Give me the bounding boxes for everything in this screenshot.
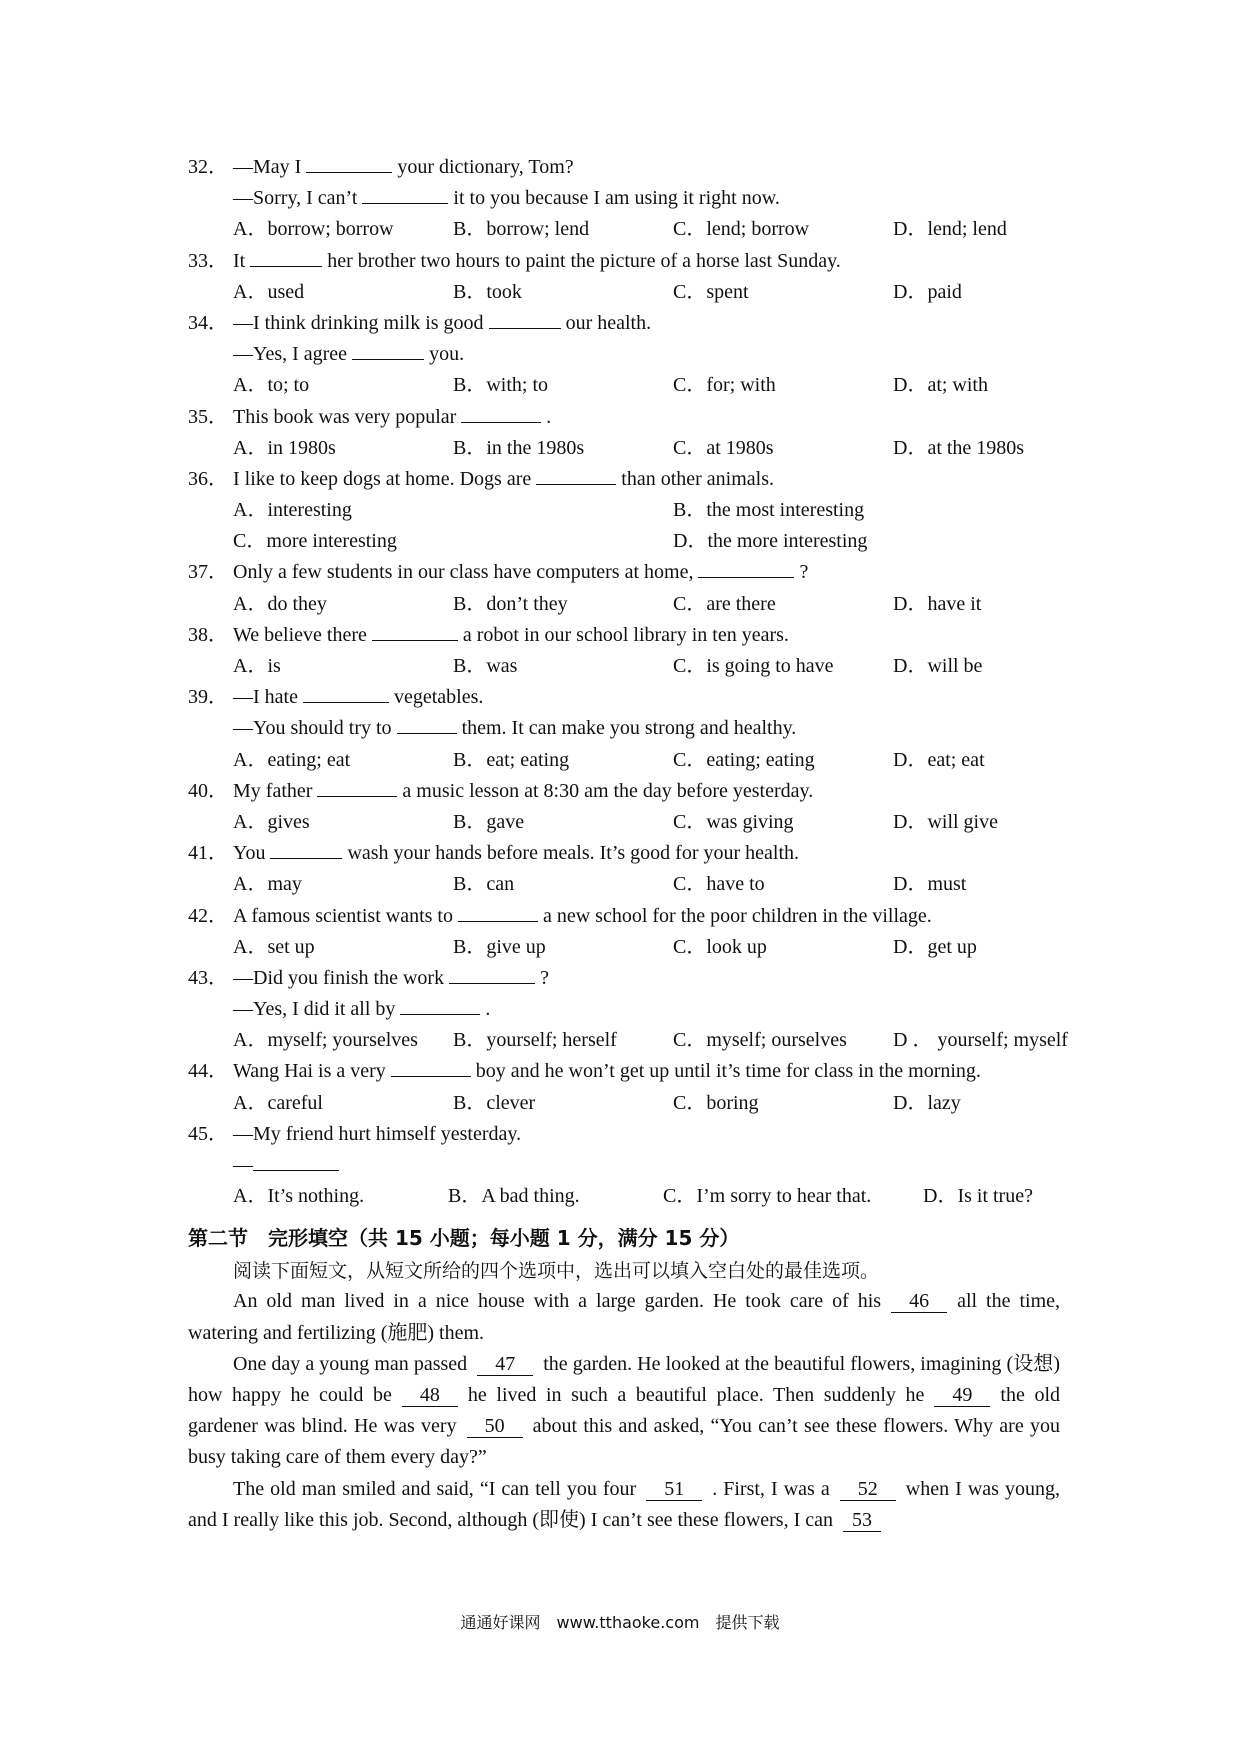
option-a: A．set up [233, 935, 315, 958]
answer-blank [489, 308, 561, 329]
option-b: B．yourself; herself [453, 1029, 617, 1052]
cloze-paragraph-3: The old man smiled and said, “I can tell you four 51 . First, I was a 52 when I was young, and I really like this job. Second, although (即使) I can’t see these flowers, I can 53 [188, 1477, 1060, 1531]
question-40: 40． My father a music lesson at 8:30 am the day before yesterday. A．gives B．gave C．was giving D．will give [188, 776, 1060, 838]
option-d: D．lend; lend [893, 218, 1007, 241]
cloze-paragraph-2: One day a young man passed 47 the garden. He looked at the beautiful flowers, imagining (设想) how happy he could be 48 he lived in such a beautiful place. Then suddenly he 49 the old gardener was blind. He was very 50 about this and asked, “You can’t see these flowers. Why are you busy taking care of them every day?” [188, 1352, 1060, 1469]
question-number: 39． [188, 686, 228, 709]
answer-blank [698, 557, 794, 578]
option-a: A．is [233, 655, 281, 677]
question-38: 38． We believe there a robot in our school library in ten years. A．is B．was C．is going to have D．will be [188, 620, 1060, 682]
options [188, 807, 1060, 838]
answer-blank [449, 963, 535, 984]
options [188, 869, 1060, 900]
cloze-blank-48: 48 [402, 1384, 458, 1407]
options [188, 214, 1060, 245]
option-d: D．at the 1980s [893, 436, 1025, 459]
option-d: D ． yourself; myself [893, 1029, 1068, 1052]
question-number: 40． [188, 779, 228, 802]
option-b: B．eat; eating [453, 748, 570, 771]
option-d: D．have it [893, 592, 982, 615]
option-d: D．Is it true? [923, 1185, 1033, 1208]
option-a: A．gives [233, 810, 310, 833]
exam-page [188, 152, 1068, 1536]
option-c: C．is going to have [673, 655, 834, 677]
option-c: C．eating; eating [673, 748, 815, 771]
answer-blank [400, 994, 480, 1015]
cloze-blank-49: 49 [934, 1384, 990, 1407]
question-35: 35． This book was very popular . A．in 1980s B．in the 1980s C．at 1980s D．at the 1980s [188, 402, 1060, 464]
answer-blank [458, 901, 538, 922]
options [188, 277, 1060, 308]
option-c: C．lend; borrow [673, 218, 810, 241]
answer-blank [250, 246, 322, 267]
answer-blank [362, 183, 448, 204]
option-b: B．don’t they [453, 592, 568, 615]
question-number: 35． [188, 405, 228, 428]
question-number: 43． [188, 966, 228, 989]
question-37: 37． Only a few students in our class have computers at home, ? A．do they B．don’t they C．are there D．have it [188, 557, 1060, 619]
options [188, 589, 1060, 620]
question-number: 38． [188, 623, 228, 646]
options [188, 1088, 1060, 1119]
options [188, 745, 1060, 776]
option-d: D．paid [893, 280, 962, 303]
option-b: B．clever [453, 1091, 536, 1114]
section-instruction: 阅读下面短文，从短文所给的四个选项中，选出可以填入空白处的最佳选项。 [233, 1260, 880, 1283]
answer-blank [352, 339, 424, 360]
option-d: D．will give [893, 810, 998, 833]
option-a: A．interesting [233, 499, 352, 522]
question-number: 44． [188, 1060, 228, 1083]
cloze-blank-46: 46 [891, 1290, 947, 1313]
option-a: A．used [233, 280, 305, 303]
option-b: B．was [453, 655, 518, 677]
option-c: C．more interesting [233, 530, 397, 553]
option-a: A．in 1980s [233, 436, 336, 459]
option-c: C．boring [673, 1091, 759, 1114]
question-number: 37． [188, 561, 228, 584]
option-a: A．do they [233, 592, 327, 615]
cloze-blank-51: 51 [646, 1478, 702, 1501]
question-number: 42． [188, 904, 228, 927]
option-d: D．at; with [893, 374, 988, 397]
question-number: 45． [188, 1122, 228, 1145]
cloze-blank-47: 47 [477, 1353, 533, 1376]
options [188, 932, 1060, 963]
option-b: B．took [453, 280, 522, 303]
option-d: D．the more interesting [673, 530, 868, 553]
question-44: 44． Wang Hai is a very boy and he won’t get up until it’s time for class in the morning. A．careful B．clever C．boring D．lazy [188, 1056, 1060, 1118]
cloze-blank-52: 52 [840, 1478, 896, 1501]
options [188, 1025, 1068, 1056]
question-42: 42． A famous scientist wants to a new school for the poor children in the village. A．set up B．give up C．look up D．get up [188, 901, 1060, 963]
option-a: A．may [233, 873, 302, 896]
page-footer: 通通好课网 www.tthaoke.com 提供下载 [460, 1613, 780, 1632]
question-number: 33． [188, 249, 228, 272]
option-d: D．eat; eat [893, 748, 985, 771]
option-b: B．can [453, 873, 515, 896]
question-33: 33． It her brother two hours to paint the picture of a horse last Sunday. A．used B．took C．spent D．paid [188, 246, 1060, 308]
option-d: D．lazy [893, 1091, 961, 1114]
question-number: 34． [188, 311, 228, 334]
option-c: C．was giving [673, 810, 794, 833]
option-a: A．borrow; borrow [233, 218, 394, 241]
option-b: B．in the 1980s [453, 436, 585, 459]
answer-blank [306, 152, 392, 173]
question-39: 39． —I hate vegetables. —You should try to them. It can make you strong and healthy. A．eating; eat B．eat; eating C．eating; eating D．eat; eat [188, 682, 1060, 776]
option-c: C．at 1980s [673, 436, 774, 459]
answer-blank [397, 713, 457, 734]
options [188, 433, 1060, 464]
option-c: C．spent [673, 280, 749, 303]
question-34: 34． —I think drinking milk is good our health. —Yes, I agree you. A．to; to B．with; to C．for; with D．at; with [188, 308, 1060, 402]
answer-blank [317, 776, 397, 797]
answer-blank [270, 838, 342, 859]
cloze-blank-53: 53 [843, 1509, 881, 1532]
option-c: C．look up [673, 935, 767, 958]
options [188, 370, 1060, 401]
question-number: 36． [188, 467, 228, 490]
option-b: B．gave [453, 810, 525, 833]
options [188, 495, 1060, 526]
cloze-blank-50: 50 [467, 1415, 523, 1438]
question-41: 41． You wash your hands before meals. It’s good for your health. A．may B．can C．have to D．must [188, 838, 1060, 900]
option-d: D．must [893, 873, 967, 896]
option-a: A．myself; yourselves [233, 1029, 418, 1052]
option-b: B．A bad thing. [448, 1185, 580, 1208]
option-a: A．to; to [233, 374, 310, 397]
option-d: D．will be [893, 655, 983, 677]
option-c: C．I’m sorry to hear that. [663, 1185, 872, 1208]
cloze-paragraph-1: An old man lived in a nice house with a large garden. He took care of his 46 all the time, watering and fertilizing (施肥) them. [188, 1290, 1061, 1344]
options [188, 651, 1060, 682]
option-a: A．eating; eat [233, 748, 351, 771]
option-c: C．myself; ourselves [673, 1029, 847, 1052]
answer-blank [372, 620, 458, 641]
question-32: 32． —May I your dictionary, Tom? —Sorry, I can’t it to you because I am using it right now. A．borrow; borrow B．borrow; lend C．lend; borrow D．lend; lend [188, 152, 1060, 246]
options [188, 526, 1060, 557]
answer-blank [536, 464, 616, 485]
option-d: D．get up [893, 935, 977, 958]
option-b: B．give up [453, 935, 546, 958]
option-c: C．are there [673, 592, 776, 615]
option-c: C．for; with [673, 374, 776, 397]
section-title: 第二节 完形填空（共 15 小题；每小题 1 分，满分 15 分） [188, 1226, 740, 1251]
option-c: C．have to [673, 873, 765, 896]
answer-blank [303, 682, 389, 703]
question-43: 43． —Did you finish the work ? —Yes, I did it all by . A．myself; yourselves B．yourself; herself C．myself; ourselves D ． yourself; myself [188, 963, 1060, 1057]
answer-blank [253, 1150, 339, 1171]
question-36: 36． I like to keep dogs at home. Dogs are than other animals. A．interesting B．the most interesting C．more interesting D．the more interesting [188, 464, 1060, 558]
answer-blank [461, 402, 541, 423]
answer-blank [391, 1056, 471, 1077]
question-number: 32． [188, 156, 228, 178]
option-a: A．careful [233, 1091, 323, 1114]
question-number: 41． [188, 842, 228, 865]
option-a: A．It’s nothing. [233, 1185, 365, 1208]
option-b: B．the most interesting [673, 499, 865, 522]
option-b: B．with; to [453, 374, 549, 397]
question-45: 45． —My friend hurt himself yesterday. — A．It’s nothing. B．A bad thing. C．I’m sorry to hear that. D．Is it true? [188, 1119, 1060, 1213]
options [188, 1181, 1060, 1212]
option-b: B．borrow; lend [453, 218, 590, 241]
